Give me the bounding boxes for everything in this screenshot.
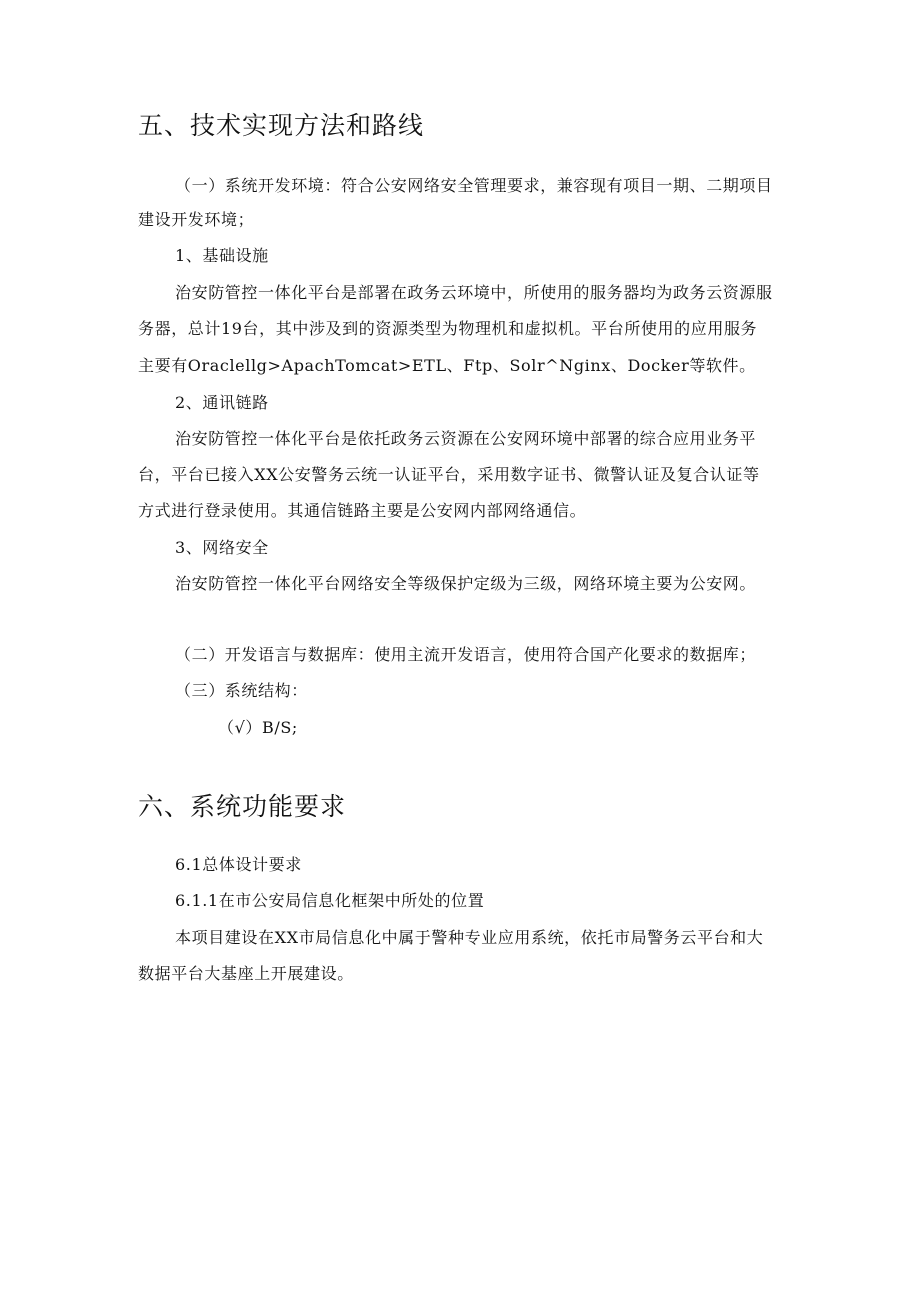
position-para-line-2: 数据平台大基座上开展建设。 [138, 964, 354, 983]
language-db-line: （二）开发语言与数据库：使用主流开发语言，使用符合国产化要求的数据库； [175, 645, 757, 664]
architecture-option-bs: （√）B/S; [218, 718, 298, 737]
infra-heading: 1、基础设施 [175, 246, 269, 265]
subsection-6-1-1: 6.1.1在市公安局信息化框架中所处的位置 [175, 891, 485, 910]
architecture-heading: （三）系统结构： [175, 681, 308, 700]
infra-line-1: 治安防管控一体化平台是部署在政务云环境中，所使用的服务器均为政务云资源服 [175, 283, 773, 302]
comm-line-3: 方式进行登录使用。其通信链路主要是公安网内部网络通信。 [138, 501, 587, 520]
position-para-line-1: 本项目建设在XX市局信息化中属于警种专业应用系统，依托市局警务云平台和大 [175, 928, 764, 947]
security-line-1: 治安防管控一体化平台网络安全等级保护定级为三级，网络环境主要为公安网。 [175, 574, 757, 593]
comm-line-2: 台，平台已接入XX公安警务云统一认证平台，采用数字证书、微警认证及复合认证等 [138, 465, 760, 484]
infra-line-3: 主要有Oraclellg>ApachTomcat>ETL、Ftp、Solr^Nginx、Docker等软件。 [138, 356, 756, 375]
comm-line-1: 治安防管控一体化平台是依托政务云资源在公安网环境中部署的综合应用业务平 [175, 429, 757, 448]
security-heading: 3、网络安全 [175, 538, 269, 557]
dev-env-line-2: 建设开发环境； [138, 210, 255, 229]
subsection-6-1: 6.1总体设计要求 [175, 855, 302, 874]
section-6-title: 六、系统功能要求 [138, 792, 347, 821]
infra-line-2: 务器，总计19台，其中涉及到的资源类型为物理机和虚拟机。平台所使用的应用服务 [138, 319, 758, 338]
dev-env-line-1: （一）系统开发环境：符合公安网络安全管理要求，兼容现有项目一期、二期项目 [175, 176, 773, 195]
section-5-title: 五、技术实现方法和路线 [138, 111, 425, 140]
comm-heading: 2、通讯链路 [175, 393, 269, 412]
